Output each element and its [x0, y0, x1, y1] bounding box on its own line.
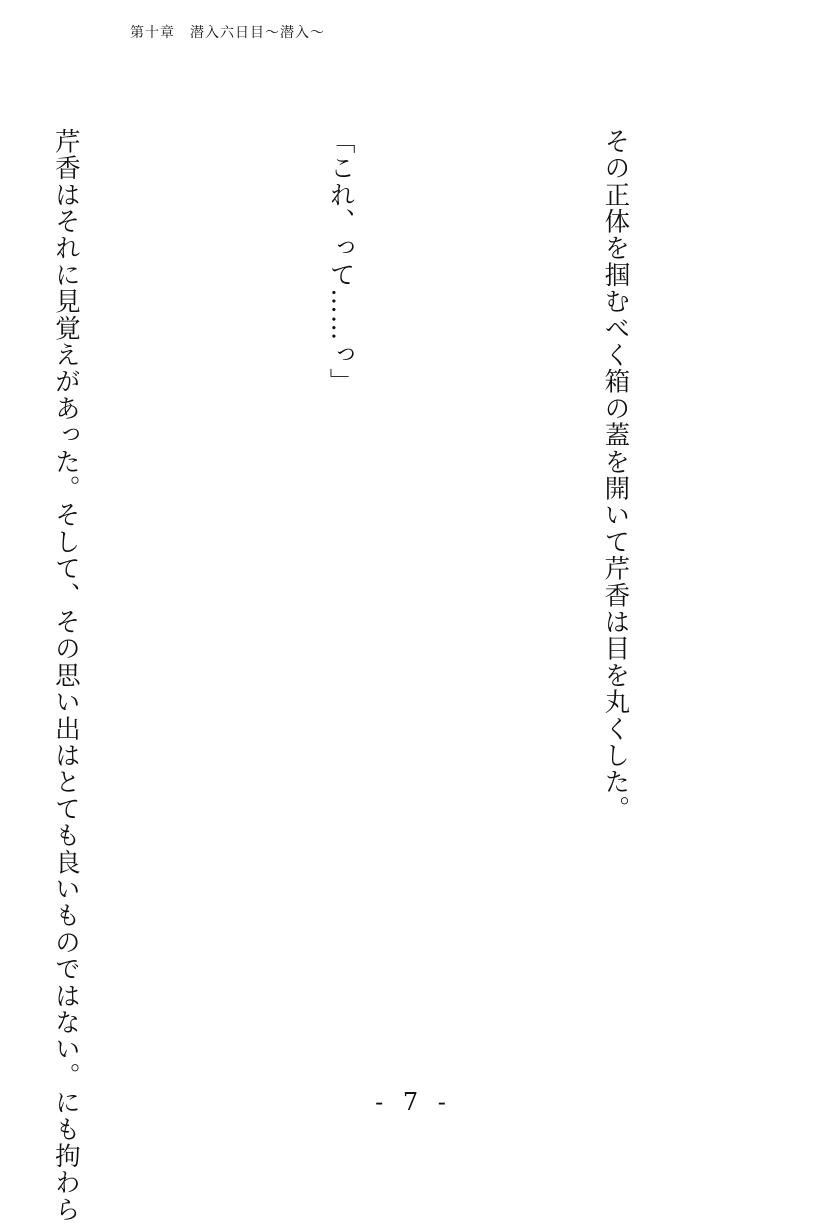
running-header: 第十章 潜入六日目〜潜入〜: [130, 25, 325, 41]
text-column: 芹香はそれに見覚えがあった。そして、その思い出はとても良いものではない。にも拘わら: [50, 128, 81, 1223]
text-column: 「これ、って……っ」: [325, 128, 356, 395]
text-column: [179, 128, 225, 1088]
text-column: [454, 128, 500, 1088]
text-column: その正体を掴むべく箱の蓋を開いて芹香は目を丸くした。: [600, 128, 631, 823]
page-number: - 7 -: [375, 1088, 452, 1116]
vertical-body-text: [0, 128, 729, 1223]
